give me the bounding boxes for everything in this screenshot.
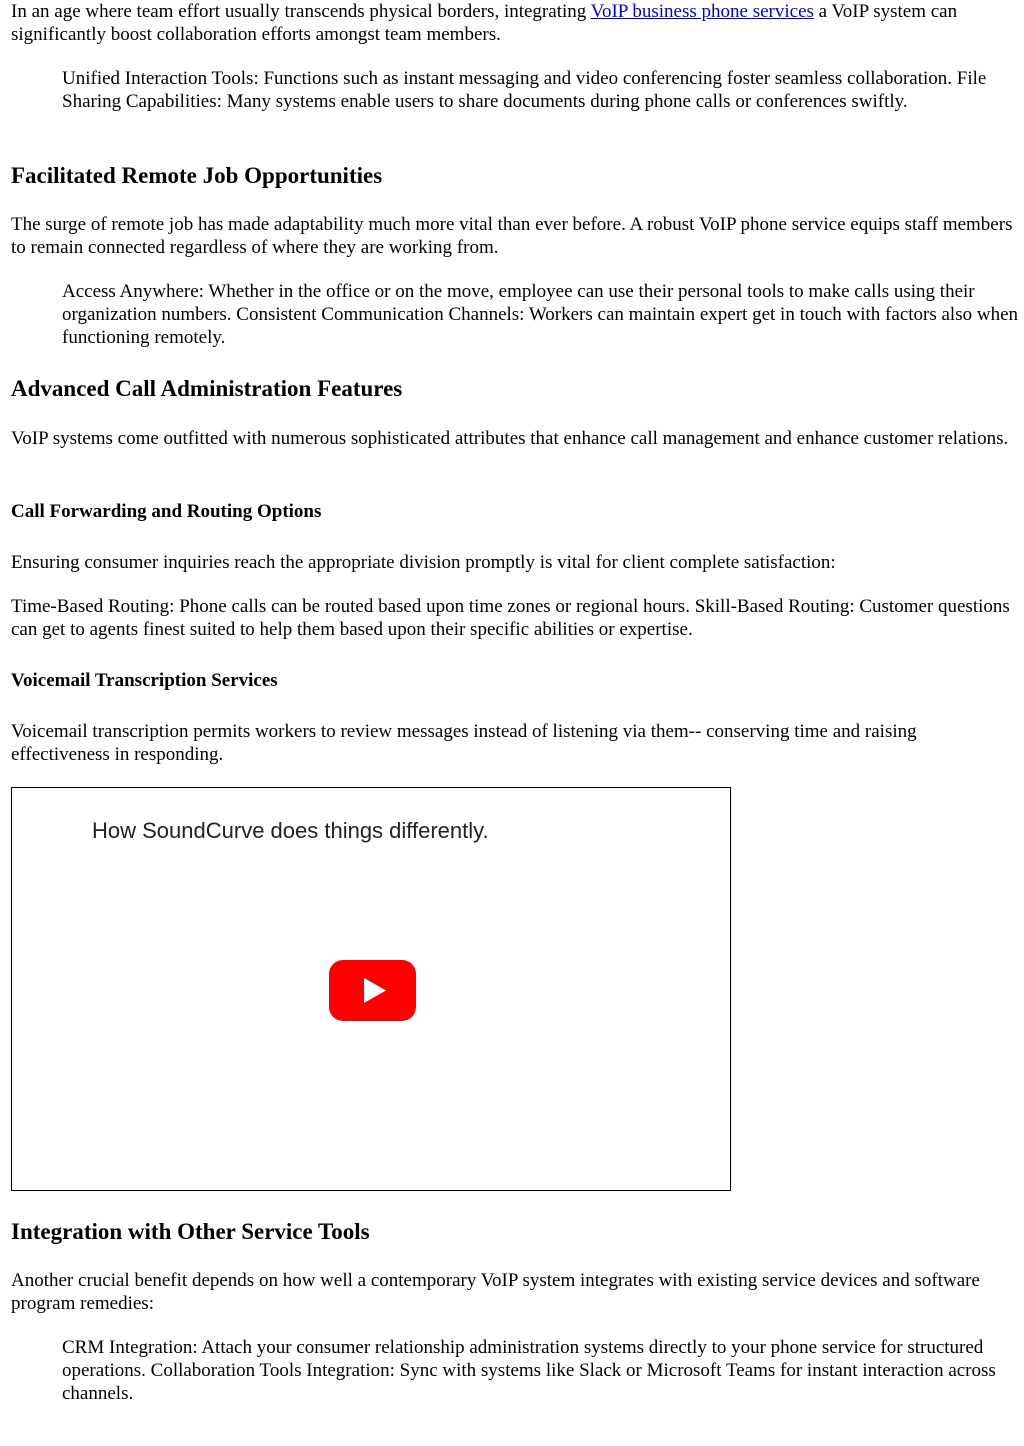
remote-heading: Facilitated Remote Job Opportunities <box>11 163 383 188</box>
voicemail-paragraph: Voicemail transcription permits workers to review messages instead of listening via them-- conserving time and raising effectiveness in responding. <box>11 721 917 765</box>
integration-heading: Integration with Other Service Tools <box>11 1219 370 1244</box>
integration-blockquote: CRM Integration: Attach your consumer relationship administration systems directly to your phone service for structured operations. Collaboration Tools Integration: Sync with systems like Slack or Microsoft Teams for instant interaction across channels. <box>62 1337 996 1404</box>
advanced-heading: Advanced Call Administration Features <box>11 376 403 401</box>
intro-text-after: a VoIP system can significantly boost collaboration efforts amongst team members. <box>11 1 958 45</box>
forwarding-paragraph-1: Ensuring consumer inquiries reach the appropriate division promptly is vital for client complete satisfaction: <box>11 552 836 573</box>
remote-paragraph: The surge of remote job has made adaptability much more vital than ever before. A robust VoIP phone service equips staff members to remain connected regardless of where they are working from. <box>11 214 1013 258</box>
intro-text-before: In an age where team effort usually transcends physical borders, integrating <box>11 1 591 22</box>
youtube-play-icon[interactable] <box>329 960 416 1021</box>
advanced-paragraph: VoIP systems come outfitted with numerous sophisticated attributes that enhance call management and enhance customer relations. <box>11 428 1009 449</box>
video-embed[interactable] <box>11 787 731 1191</box>
forwarding-paragraph-2: Time-Based Routing: Phone calls can be routed based upon time zones or regional hours. Skill-Based Routing: Customer questions can get to agents finest suited to help them based upon their specific abilities or expertise. <box>11 596 1010 640</box>
intro-paragraph <box>11 0 1015 46</box>
voicemail-heading: Voicemail Transcription Services <box>11 670 278 691</box>
remote-blockquote: Access Anywhere: Whether in the office or on the move, employee can use their personal tools to make calls using their organization numbers. Consistent Communication Channels: Workers can maintain expert get in touch with factors also when functioning remotely. <box>62 281 1019 348</box>
forwarding-heading: Call Forwarding and Routing Options <box>11 501 322 522</box>
voip-services-link[interactable]: VoIP business phone services <box>590 1 814 22</box>
collaboration-blockquote: Unified Interaction Tools: Functions such as instant messaging and video conferencing foster seamless collaboration. File Sharing Capabilities: Many systems enable users to share documents during phone calls or conferences swiftly. <box>62 68 987 112</box>
video-title[interactable]: How SoundCurve does things differently. <box>92 818 489 843</box>
integration-paragraph: Another crucial benefit depends on how well a contemporary VoIP system integrates with existing service devices and software program remedies: <box>11 1270 980 1314</box>
